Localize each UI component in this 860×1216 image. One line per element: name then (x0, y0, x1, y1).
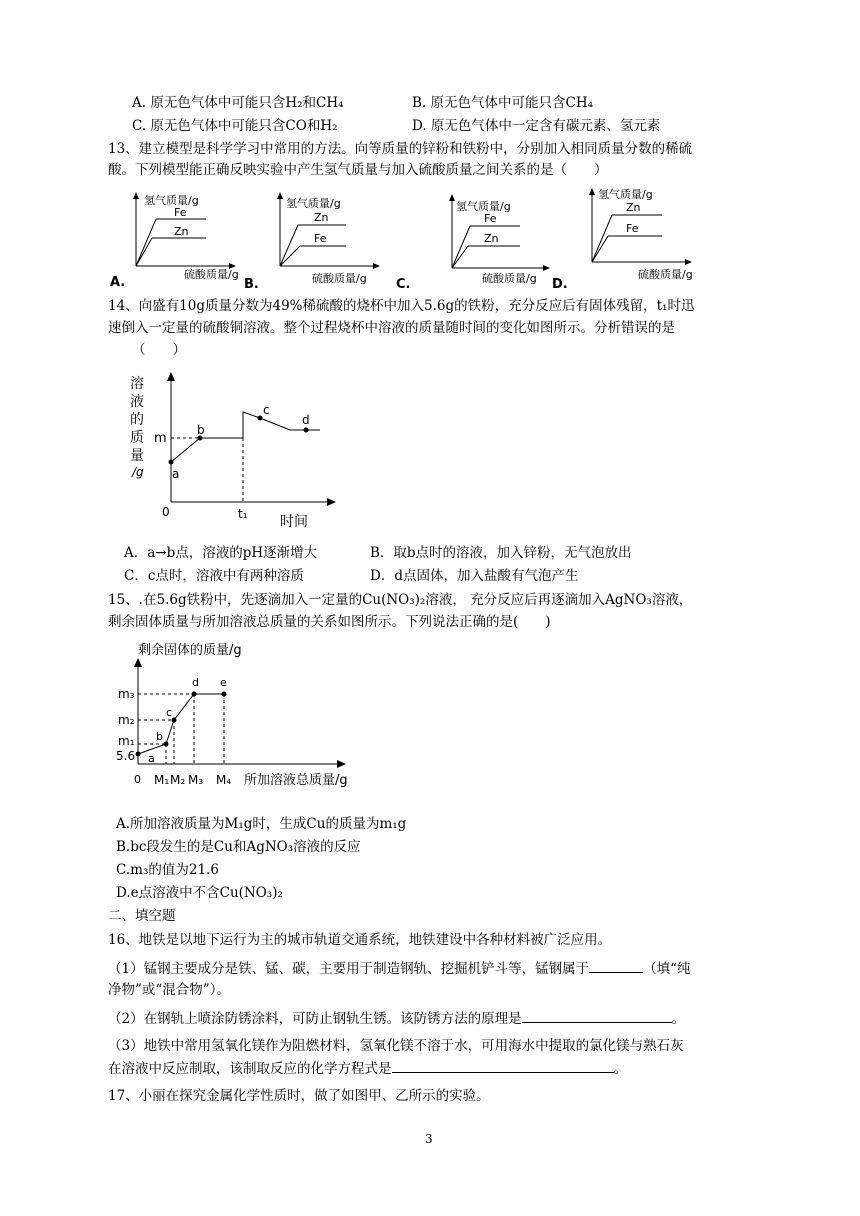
q13-c-upper-label: Fe (484, 212, 497, 225)
q14-option-c: C．c点时，溶液中有两种溶质 (124, 568, 304, 584)
q15-xtick-m1: M₁ (154, 773, 170, 787)
q15-point-a: a (148, 752, 155, 765)
q13-stem-line1: 13、建立模型是科学学习中常用的方法。向等质量的锌粉和铁粉中，分别加入相同质量分数的稀硫 (108, 141, 693, 157)
q14-stem-line2: 速倒入一定量的硫酸铜溶液。整个过程烧杯中溶液的质量随时间的变化如图所示。分析错误的是 (108, 320, 675, 336)
page-number: 3 (425, 1132, 433, 1146)
q14-point-c: c (263, 403, 270, 417)
q13-c-ylabel: 氢气质量/g (456, 200, 511, 213)
q15-point-c: c (166, 706, 173, 719)
q15-option-b: B.bc段发生的是Cu和AgNO₃溶液的反应 (116, 839, 361, 855)
q13-b-xlabel: 硫酸质量/g (312, 272, 367, 285)
q13-c-lower-label: Zn (484, 232, 499, 245)
q16-part1-hint: （填“纯 (643, 961, 691, 977)
q13-d-xlabel: 硫酸质量/g (638, 268, 693, 281)
q15-ytick-m1: m₁ (118, 734, 135, 748)
q15-xlabel: 所加溶液总质量/g (244, 773, 348, 788)
q13-a-lower-label: Zn (174, 225, 189, 238)
q15-option-c: C.m₃的值为21.6 (116, 862, 219, 878)
section-heading-fill-in: 二、填空题 (108, 908, 176, 924)
q15-ytick-5-6: 5.6 (116, 749, 136, 763)
q13-a-letter: A. (110, 275, 126, 290)
q14-ylabel-char-4: 质 (130, 430, 144, 446)
q16-part2-text: （2）在钢轨上喷涂防锈涂料，可防止钢轨生锈。该防锈方法的原理是 (108, 1011, 522, 1027)
q14-point-a: a (172, 467, 180, 481)
q15-option-a: A.所加溶液质量为M₁g时，生成Cu的质量为m₁g (116, 816, 407, 832)
q16-part3-line1: （3）地铁中常用氢氧化镁作为阻燃材料，氢氧化镁不溶于水，可用海水中提取的氯化镁与熟石灰 (108, 1038, 684, 1054)
q13-option-graphs (108, 186, 728, 290)
q13-d-lower-label: Fe (626, 222, 639, 235)
q16-part3-line2 (108, 1058, 627, 1079)
q15-ylabel: 剩余固体的质量/g (138, 643, 242, 658)
q15-origin: 0 (134, 773, 141, 786)
q13-b-lower-label: Fe (314, 232, 327, 245)
q14-chart (120, 366, 350, 536)
q14-xlabel: 时间 (280, 514, 308, 530)
q13-graph-d (552, 187, 693, 290)
q15-point-e: e (220, 676, 227, 689)
q15-point-d: d (192, 676, 199, 689)
q14-m-tick: m (154, 431, 167, 446)
q12-option-c: C. 原无色气体中可能只含CO和H₂ (132, 118, 338, 134)
q16-answer-blank-1[interactable] (589, 958, 643, 973)
q14-point-b: b (197, 423, 205, 437)
q14-stem-line3: （ ） (132, 342, 186, 358)
q14-option-d: D．d点固体，加入盐酸有气泡产生 (370, 568, 579, 584)
q14-ylabel-char-5: 量 (130, 448, 144, 464)
q13-a-upper-label: Fe (174, 206, 187, 219)
q17-stem: 17、小丽在探究金属化学性质时，做了如图甲、乙所示的实验。 (108, 1088, 490, 1104)
q16-part1-text: （1）锰钢主要成分是铁、锰、碳，主要用于制造钢轨、挖掘机铲斗等，锰钢属于 (108, 961, 590, 977)
q13-d-ylabel: 氢气质量/g (598, 188, 653, 201)
q13-graph-c (396, 194, 550, 290)
q13-a-ylabel: 氢气质量/g (144, 194, 199, 207)
q14-origin: 0 (162, 505, 170, 519)
q15-stem-line2: 剩余固体质量与所加溶液总质量的关系如图所示。下列说法正确的是( ) (108, 614, 551, 630)
q13-graph-b (244, 192, 380, 290)
q14-ylabel-char-1: 溶 (130, 376, 144, 392)
q15-point-b: b (156, 730, 163, 743)
q13-d-letter: D. (552, 277, 568, 290)
q16-part3-end: 。 (613, 1061, 627, 1077)
q13-a-xlabel: 硫酸质量/g (184, 268, 239, 281)
q14-ylabel-char-2: 液 (130, 394, 144, 410)
q12-option-b: B. 原无色气体中可能只含CH₄ (412, 95, 594, 111)
q15-ytick-m3: m₃ (118, 687, 135, 701)
q14-stem-line1: 14、向盛有10g质量分数为49%稀硫酸的烧杯中加入5.6g的铁粉，充分反应后有固体残留，t₁时迅 (108, 298, 695, 314)
q15-xtick-m4: M₄ (216, 773, 232, 787)
q13-c-xlabel: 硫酸质量/g (482, 272, 537, 285)
q14-t1-tick: t₁ (238, 507, 248, 521)
q16-part1-line2: 净物”或“混合物”）。 (108, 982, 230, 998)
q16-answer-blank-2[interactable] (522, 1008, 672, 1023)
q14-option-a: A．a→b点，溶液的pH逐渐增大 (124, 545, 318, 561)
q13-graph-a (110, 192, 239, 290)
q15-xtick-m2: M₂ (170, 773, 186, 787)
q15-chart (112, 638, 362, 806)
q15-ytick-m2: m₂ (118, 713, 135, 727)
q12-option-d: D. 原无色气体中一定含有碳元素、氢元素 (412, 118, 661, 134)
q15-stem-line1: 15、.在5.6g铁粉中，先逐滴加入一定量的Cu(NO₃)₂溶液， 充分反应后再逐滴加入AgNO₃溶液， (108, 592, 693, 608)
q16-part3-text: 在溶液中反应制取，该制取反应的化学方程式是 (108, 1061, 392, 1077)
q13-b-ylabel: 氢气质量/g (286, 197, 341, 210)
q16-stem: 16、地铁是以地下运行为主的城市轨道交通系统，地铁建设中各种材料被广泛应用。 (108, 932, 612, 948)
q16-part1-line1 (108, 958, 691, 979)
q16-part2 (108, 1008, 685, 1029)
q14-ylabel-unit: /g (132, 465, 144, 479)
q13-b-letter: B. (244, 277, 259, 290)
q14-option-b: B．取b点时的溶液，加入锌粉，无气泡放出 (370, 545, 632, 561)
q16-part2-end: 。 (671, 1011, 686, 1027)
q16-answer-blank-3[interactable] (392, 1058, 614, 1073)
q14-ylabel-char-3: 的 (130, 412, 144, 428)
q13-d-upper-label: Zn (626, 201, 641, 214)
q14-point-d: d (302, 413, 310, 427)
q13-stem-line2: 酸。下列模型能正确反映实验中产生氢气质量与加入硫酸质量之间关系的是（ ） (108, 162, 608, 178)
q13-c-letter: C. (396, 277, 411, 290)
q15-xtick-m3: M₃ (188, 773, 204, 787)
q15-option-d: D.e点溶液中不含Cu(NO₃)₂ (116, 885, 283, 901)
q12-option-a: A. 原无色气体中可能只含H₂和CH₄ (132, 95, 344, 111)
q13-b-upper-label: Zn (314, 211, 329, 224)
